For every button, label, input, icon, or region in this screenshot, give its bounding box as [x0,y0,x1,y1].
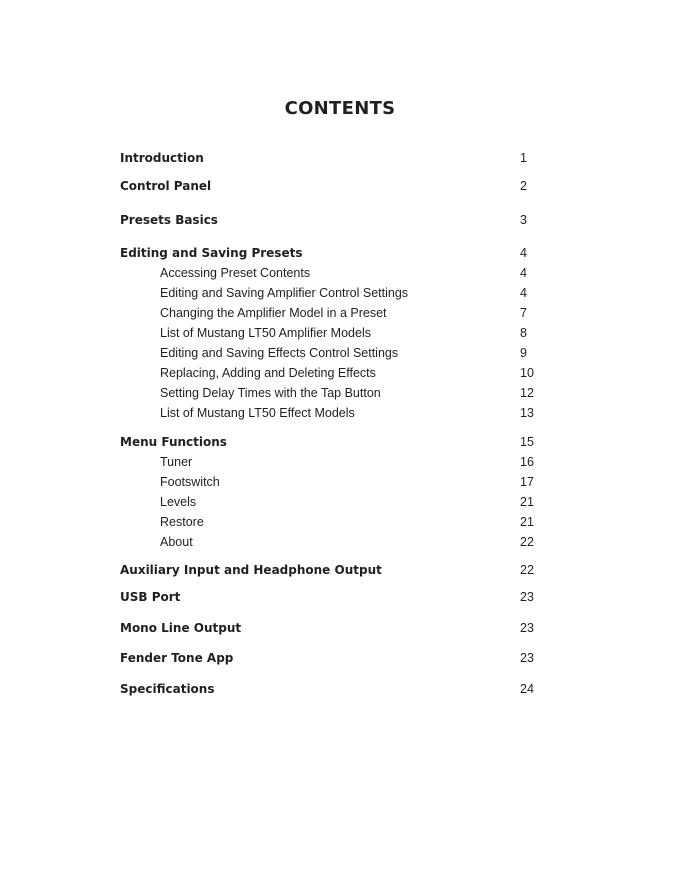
toc-entry-label: Fender Tone App [120,651,234,665]
toc-entry-label: Introduction [120,151,204,165]
toc-entry-fender-tone-app[interactable] [120,649,550,667]
toc-entry-label: Levels [160,495,197,509]
toc-subentry-changing-amplifier-model[interactable] [120,304,550,322]
toc-entry-label: Changing the Amplifier Model in a Preset [160,306,387,320]
toc-entry-editing-and-saving-presets[interactable] [120,244,550,262]
toc-entry-label: Footswitch [160,475,220,489]
toc-entry-label: Replacing, Adding and Deleting Effects [160,366,376,380]
toc-entry-page-number: 21 [520,515,534,529]
toc-entry-label: Specifications [120,682,215,696]
toc-entry-page-number: 16 [520,455,534,469]
toc-entry-label: Setting Delay Times with the Tap Button [160,386,381,400]
toc-entry-page-number: 10 [520,366,534,380]
toc-entry-label: Menu Functions [120,435,227,449]
toc-entry-specifications[interactable] [120,680,550,698]
toc-entry-page-number: 3 [520,213,527,227]
toc-entry-introduction[interactable] [120,149,550,167]
toc-entry-presets-basics[interactable] [120,211,550,229]
toc-entry-label: Mono Line Output [120,621,242,635]
toc-subentry-tuner[interactable] [120,453,550,471]
toc-entry-page-number: 9 [520,346,527,360]
toc-entry-page-number: 8 [520,326,527,340]
toc-entry-page-number: 17 [520,475,534,489]
toc-entry-label: Editing and Saving Presets [120,246,303,260]
toc-entry-page-number: 13 [520,406,534,420]
toc-subentry-about[interactable] [120,533,550,551]
toc-subentry-delay-times-tap-button[interactable] [120,384,550,402]
toc-entry-page-number: 22 [520,563,534,577]
toc-entry-page-number: 21 [520,495,534,509]
toc-subentry-effect-models-list[interactable] [120,404,550,422]
toc-entry-label: Control Panel [120,179,212,193]
page-title: CONTENTS [284,98,396,119]
toc-subentry-restore[interactable] [120,513,550,531]
toc-entry-page-number: 15 [520,435,534,449]
toc-entry-label: USB Port [120,590,181,604]
toc-entry-label: About [160,535,193,549]
toc-entry-label: List of Mustang LT50 Amplifier Models [160,326,371,340]
toc-subentry-amplifier-models-list[interactable] [120,324,550,342]
toc-entry-page-number: 4 [520,266,527,280]
toc-subentry-effects-control-settings[interactable] [120,344,550,362]
toc-entry-label: Presets Basics [120,213,218,227]
toc-subentry-footswitch[interactable] [120,473,550,491]
toc-entry-auxiliary-input-headphone-output[interactable] [120,561,550,579]
toc-entry-label: Editing and Saving Amplifier Control Settings [160,286,409,300]
toc-entry-label: Auxiliary Input and Headphone Output [120,563,382,577]
toc-entry-label: Restore [160,515,204,529]
toc-entry-page-number: 12 [520,386,534,400]
toc-entry-page-number: 4 [520,246,527,260]
toc-subentry-accessing-preset-contents[interactable] [120,264,550,282]
toc-entry-page-number: 23 [520,621,534,635]
toc-entry-control-panel[interactable] [120,177,550,195]
toc-entry-page-number: 23 [520,651,534,665]
toc-entry-label: List of Mustang LT50 Effect Models [160,406,355,420]
toc-entry-usb-port[interactable] [120,588,550,606]
toc-entry-page-number: 24 [520,682,534,696]
toc-entry-mono-line-output[interactable] [120,619,550,637]
toc-entry-label: Accessing Preset Contents [160,266,311,280]
toc-entry-page-number: 1 [520,151,527,165]
toc-subentry-levels[interactable] [120,493,550,511]
toc-entry-page-number: 22 [520,535,534,549]
toc-subentry-replacing-adding-deleting-effects[interactable] [120,364,550,382]
toc-entry-page-number: 7 [520,306,527,320]
toc-entry-label: Editing and Saving Effects Control Settings [160,346,399,360]
toc-entry-page-number: 2 [520,179,527,193]
toc-entry-menu-functions[interactable] [120,433,550,451]
toc-subentry-amplifier-control-settings[interactable] [120,284,550,302]
toc-entry-page-number: 4 [520,286,527,300]
toc-entry-page-number: 23 [520,590,534,604]
toc-entry-label: Tuner [160,455,193,469]
